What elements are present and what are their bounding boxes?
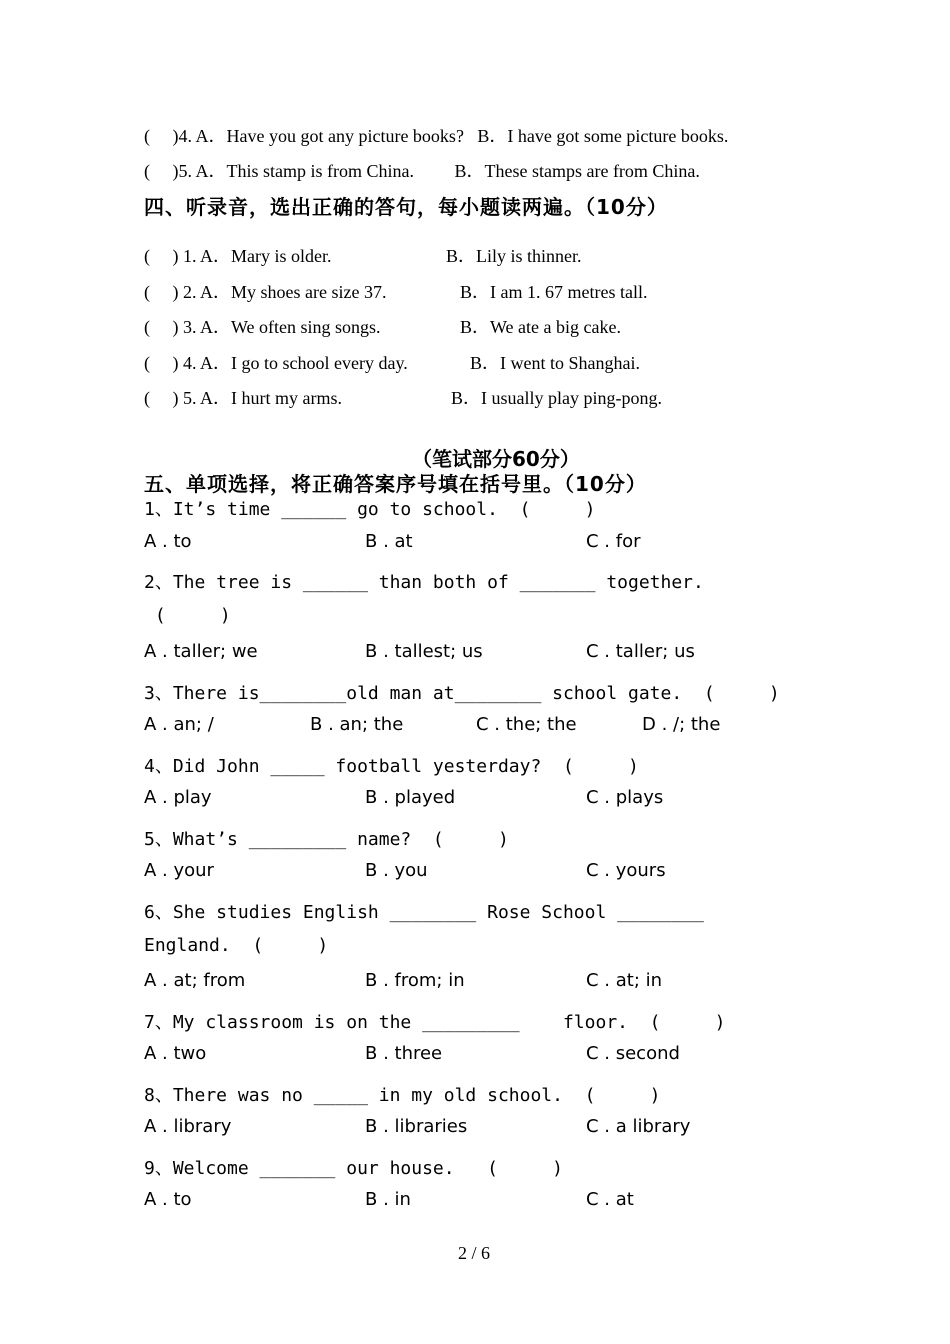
s5-q4-opt-c: C . plays	[586, 787, 664, 808]
s5-q2-text-cont: ( )	[144, 605, 231, 626]
s5-q4-opt-a: A . play	[144, 787, 212, 808]
s5-q6-opt-c: C . at; in	[586, 970, 663, 991]
s5-q9-opt-c: C . at	[586, 1189, 634, 1210]
s5-q3-opt-d: D . /; the	[642, 714, 721, 735]
s5-q7-opt-c: C . second	[586, 1043, 680, 1064]
s5-q3-opt-c: C . the; the	[476, 714, 577, 735]
s4-q1-b: B．Lily is thinner.	[446, 246, 582, 266]
written-part-label: （笔试部分60分）	[412, 447, 580, 471]
s5-q7-opt-a: A . two	[144, 1043, 207, 1064]
s5-q1-opt-c: C . for	[586, 531, 641, 552]
s5-q5-opt-c: C . yours	[586, 860, 666, 881]
s5-q8-opt-a: A . library	[144, 1116, 232, 1137]
page-number: 2 / 6	[458, 1243, 491, 1263]
s5-q5-opt-b: B . you	[365, 860, 428, 881]
s5-q8-opt-c: C . a library	[586, 1116, 691, 1137]
section-5-title: 五、单项选择，将正确答案序号填在括号里。（10分）	[144, 472, 647, 496]
s5-q3-opt-a: A . an; /	[144, 714, 214, 735]
s4-q3-b: B．We ate a big cake.	[460, 317, 621, 337]
s5-q3-text: 3、There is________old man at________ school gate. ( )	[144, 683, 780, 704]
s5-q4-text: 4、Did John _____ football yesterday? ( )	[144, 756, 639, 777]
s5-q7-text: 7、My classroom is on the _________ floor. ( )	[144, 1012, 726, 1033]
s5-q2-opt-b: B . tallest; us	[365, 641, 483, 662]
s5-q1-opt-a: A . to	[144, 531, 192, 552]
s5-q9-opt-b: B . in	[365, 1189, 411, 1210]
question-line-3-5: ( )5. A．This stamp is from China. B．These stamps are from China.	[144, 161, 700, 181]
s5-q9-opt-a: A . to	[144, 1189, 192, 1210]
s5-q6-opt-a: A . at; from	[144, 970, 246, 991]
s5-q7-opt-b: B . three	[365, 1043, 443, 1064]
s5-q6-opt-b: B . from; in	[365, 970, 465, 991]
s5-q2-text: 2、The tree is ______ than both of _______ together.	[144, 572, 704, 593]
s4-q5-b: B．I usually play ping-pong.	[451, 388, 662, 408]
s5-q6-text-cont: England. ( )	[144, 935, 329, 956]
s4-q4-b: B．I went to Shanghai.	[470, 353, 640, 373]
s4-q2-a: ( ) 2. A．My shoes are size 37.	[144, 282, 387, 302]
question-line-3-4: ( )4. A．Have you got any picture books? B．I have got some picture books.	[144, 126, 729, 146]
s5-q5-opt-a: A . your	[144, 860, 214, 881]
section-4-title: 四、听录音，选出正确的答句，每小题读两遍。（10分）	[144, 195, 668, 219]
s5-q6-text: 6、She studies English ________ Rose School ________	[144, 902, 704, 923]
s4-q3-a: ( ) 3. A．We often sing songs.	[144, 317, 381, 337]
s5-q2-opt-a: A . taller; we	[144, 641, 258, 662]
s5-q3-opt-b: B . an; the	[310, 714, 404, 735]
s5-q9-text: 9、Welcome _______ our house. ( )	[144, 1158, 563, 1179]
s5-q4-opt-b: B . played	[365, 787, 456, 808]
s4-q1-a: ( ) 1. A．Mary is older.	[144, 246, 332, 266]
s5-q5-text: 5、What’s _________ name? ( )	[144, 829, 509, 850]
s5-q1-text: 1、It’s time ______ go to school. ( )	[144, 499, 596, 520]
s4-q5-a: ( ) 5. A．I hurt my arms.	[144, 388, 342, 408]
s4-q4-a: ( ) 4. A．I go to school every day.	[144, 353, 408, 373]
s4-q2-b: B．I am 1. 67 metres tall.	[460, 282, 648, 302]
s5-q8-opt-b: B . libraries	[365, 1116, 468, 1137]
s5-q1-opt-b: B . at	[365, 531, 413, 552]
s5-q8-text: 8、There was no _____ in my old school. ( )	[144, 1085, 661, 1106]
s5-q2-opt-c: C . taller; us	[586, 641, 695, 662]
